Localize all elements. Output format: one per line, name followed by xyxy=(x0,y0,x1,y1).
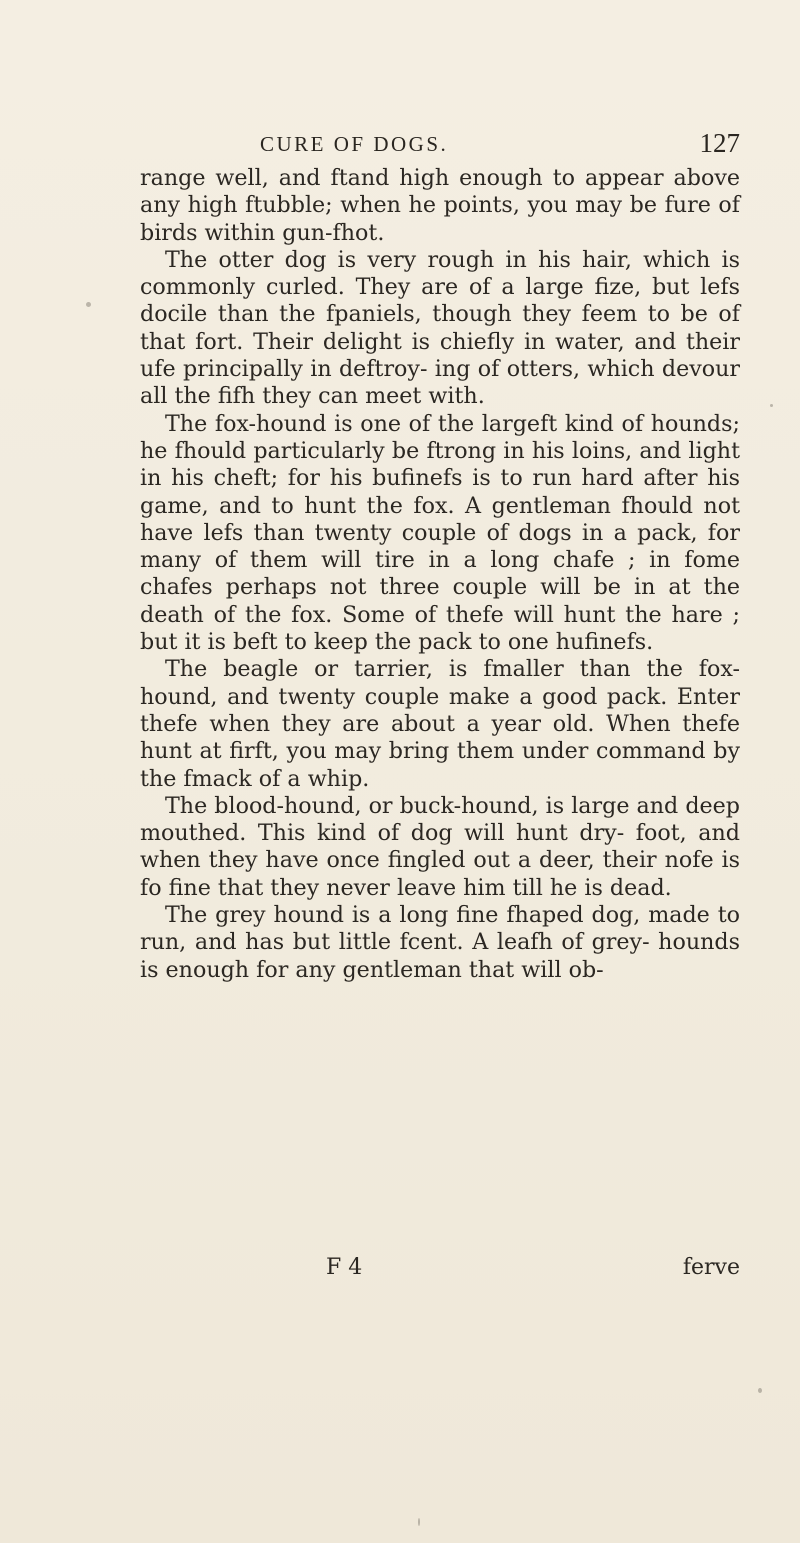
running-title: CURE OF DOGS. xyxy=(260,132,449,156)
catchword: ferve xyxy=(682,1255,740,1280)
paragraph-otter-dog: The otter dog is very rough in his hair, which is commonly curled. They are of a large fize, but lefs docile than the fpaniels, though they feem to be of that fort. Their delight is chiefly in water, and their ufe principally in deftroy- ing of otters, which devour all the fifh they can meet with. xyxy=(140,246,740,410)
paper-speck xyxy=(418,1518,420,1526)
paragraph-fox-hound: The fox-hound is one of the largeft kind of hounds; he fhould particularly be ftrong in his loins, and light in his cheft; for his bufinefs is to run hard after his game, and to hunt the fox. A gentleman fhould not have lefs than twenty couple of dogs in a pack, for many of them will tire in a long chafe ; in fome chafes perhaps not three couple will be in at the death of the fox. Some of thefe will hunt the hare ; but it is beft to keep the pack to one hufinefs. xyxy=(140,410,740,656)
page-footer xyxy=(140,1255,740,1285)
paragraph-blood-hound: The blood-hound, or buck-hound, is large and deep mouthed. This kind of dog will hunt dry- foot, and when they have once fingled out a deer, their nofe is fo fine that they never leave him till he is dead. xyxy=(140,792,740,901)
paper-speck xyxy=(86,302,91,307)
paper-speck xyxy=(758,1388,762,1393)
page-header xyxy=(140,128,740,168)
page-number: 127 xyxy=(699,128,740,158)
paragraph-grey-hound: The grey hound is a long fine fhaped dog, made to run, and has but little fcent. A leafh of grey- hounds is enough for any gentleman that will ob- xyxy=(140,902,740,983)
paragraph-pointer-continuation: range well, and ftand high enough to appear above any high ftubble; when he points, you may be fure of birds within gun-fhot. xyxy=(140,165,740,246)
body-text xyxy=(140,165,740,984)
signature-mark: F 4 xyxy=(326,1255,363,1280)
paragraph-beagle: The beagle or tarrier, is fmaller than the fox- hound, and twenty couple make a good pack. Enter thefe when they are about a year old. When thefe hunt at firft, you may bring them under command by the fmack of a whip. xyxy=(140,656,740,792)
paper-speck xyxy=(770,404,773,407)
